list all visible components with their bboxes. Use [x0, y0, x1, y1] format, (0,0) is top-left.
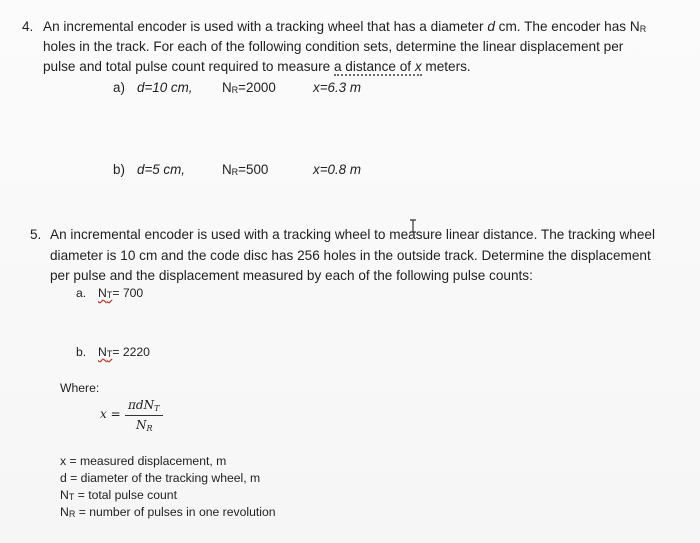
- definition-d: d = diameter of the tracking wheel, m: [60, 471, 261, 485]
- formula-denominator: NR: [136, 418, 153, 433]
- q5-line-1: An incremental encoder is used with a tracking wheel to measure linear distance. The tracking wheel: [50, 227, 655, 242]
- q4-part-a-x: x=6.3 m: [313, 80, 362, 95]
- formula-numerator: πdNT: [128, 398, 160, 413]
- q5-part-a-nt: NT= 700: [98, 286, 144, 300]
- dotted-underline-phrase: a distance of x: [333, 59, 422, 74]
- q4-line-2: holes in the track. For each of the following condition sets, determine the linear displacement per: [43, 39, 624, 54]
- q4-part-b-x: x=0.8 m: [313, 162, 362, 177]
- definition-nt: NT = total pulse count: [60, 488, 177, 502]
- q4-number: 4.: [22, 19, 34, 34]
- formula-lhs: x =: [100, 407, 121, 421]
- q5-part-b-nt: NT= 2220: [98, 345, 150, 359]
- fraction-bar: [125, 415, 163, 416]
- q5-part-a: a.: [76, 286, 87, 300]
- q5-number: 5.: [30, 227, 42, 242]
- where-label: Where:: [60, 381, 100, 395]
- q4-part-a-nr: NR=2000: [222, 80, 276, 95]
- definition-nr: NR = number of pulses in one revolution: [60, 505, 276, 519]
- q4-part-b-nr: NR=500: [222, 162, 269, 177]
- q4-part-b: b): [113, 162, 125, 177]
- q5-part-b: b.: [76, 345, 87, 359]
- q4-line-3: pulse and total pulse count required to measure a distance of x meters.: [43, 59, 471, 74]
- definition-x: x = measured displacement, m: [60, 454, 227, 468]
- q4-part-a: a): [113, 80, 125, 95]
- q4-part-b-d: d=5 cm,: [137, 162, 186, 177]
- q5-line-2: diameter is 10 cm and the code disc has 256 holes in the outside track. Determine the displacement: [50, 248, 651, 263]
- q4-part-a-d: d=10 cm,: [137, 80, 193, 95]
- text-cursor-icon: [409, 219, 417, 233]
- q5-line-3: per pulse and the displacement measured by each of the following pulse counts:: [50, 268, 533, 283]
- q4-line-1: An incremental encoder is used with a tracking wheel that has a diameter d cm. The encoder has NR: [43, 19, 647, 34]
